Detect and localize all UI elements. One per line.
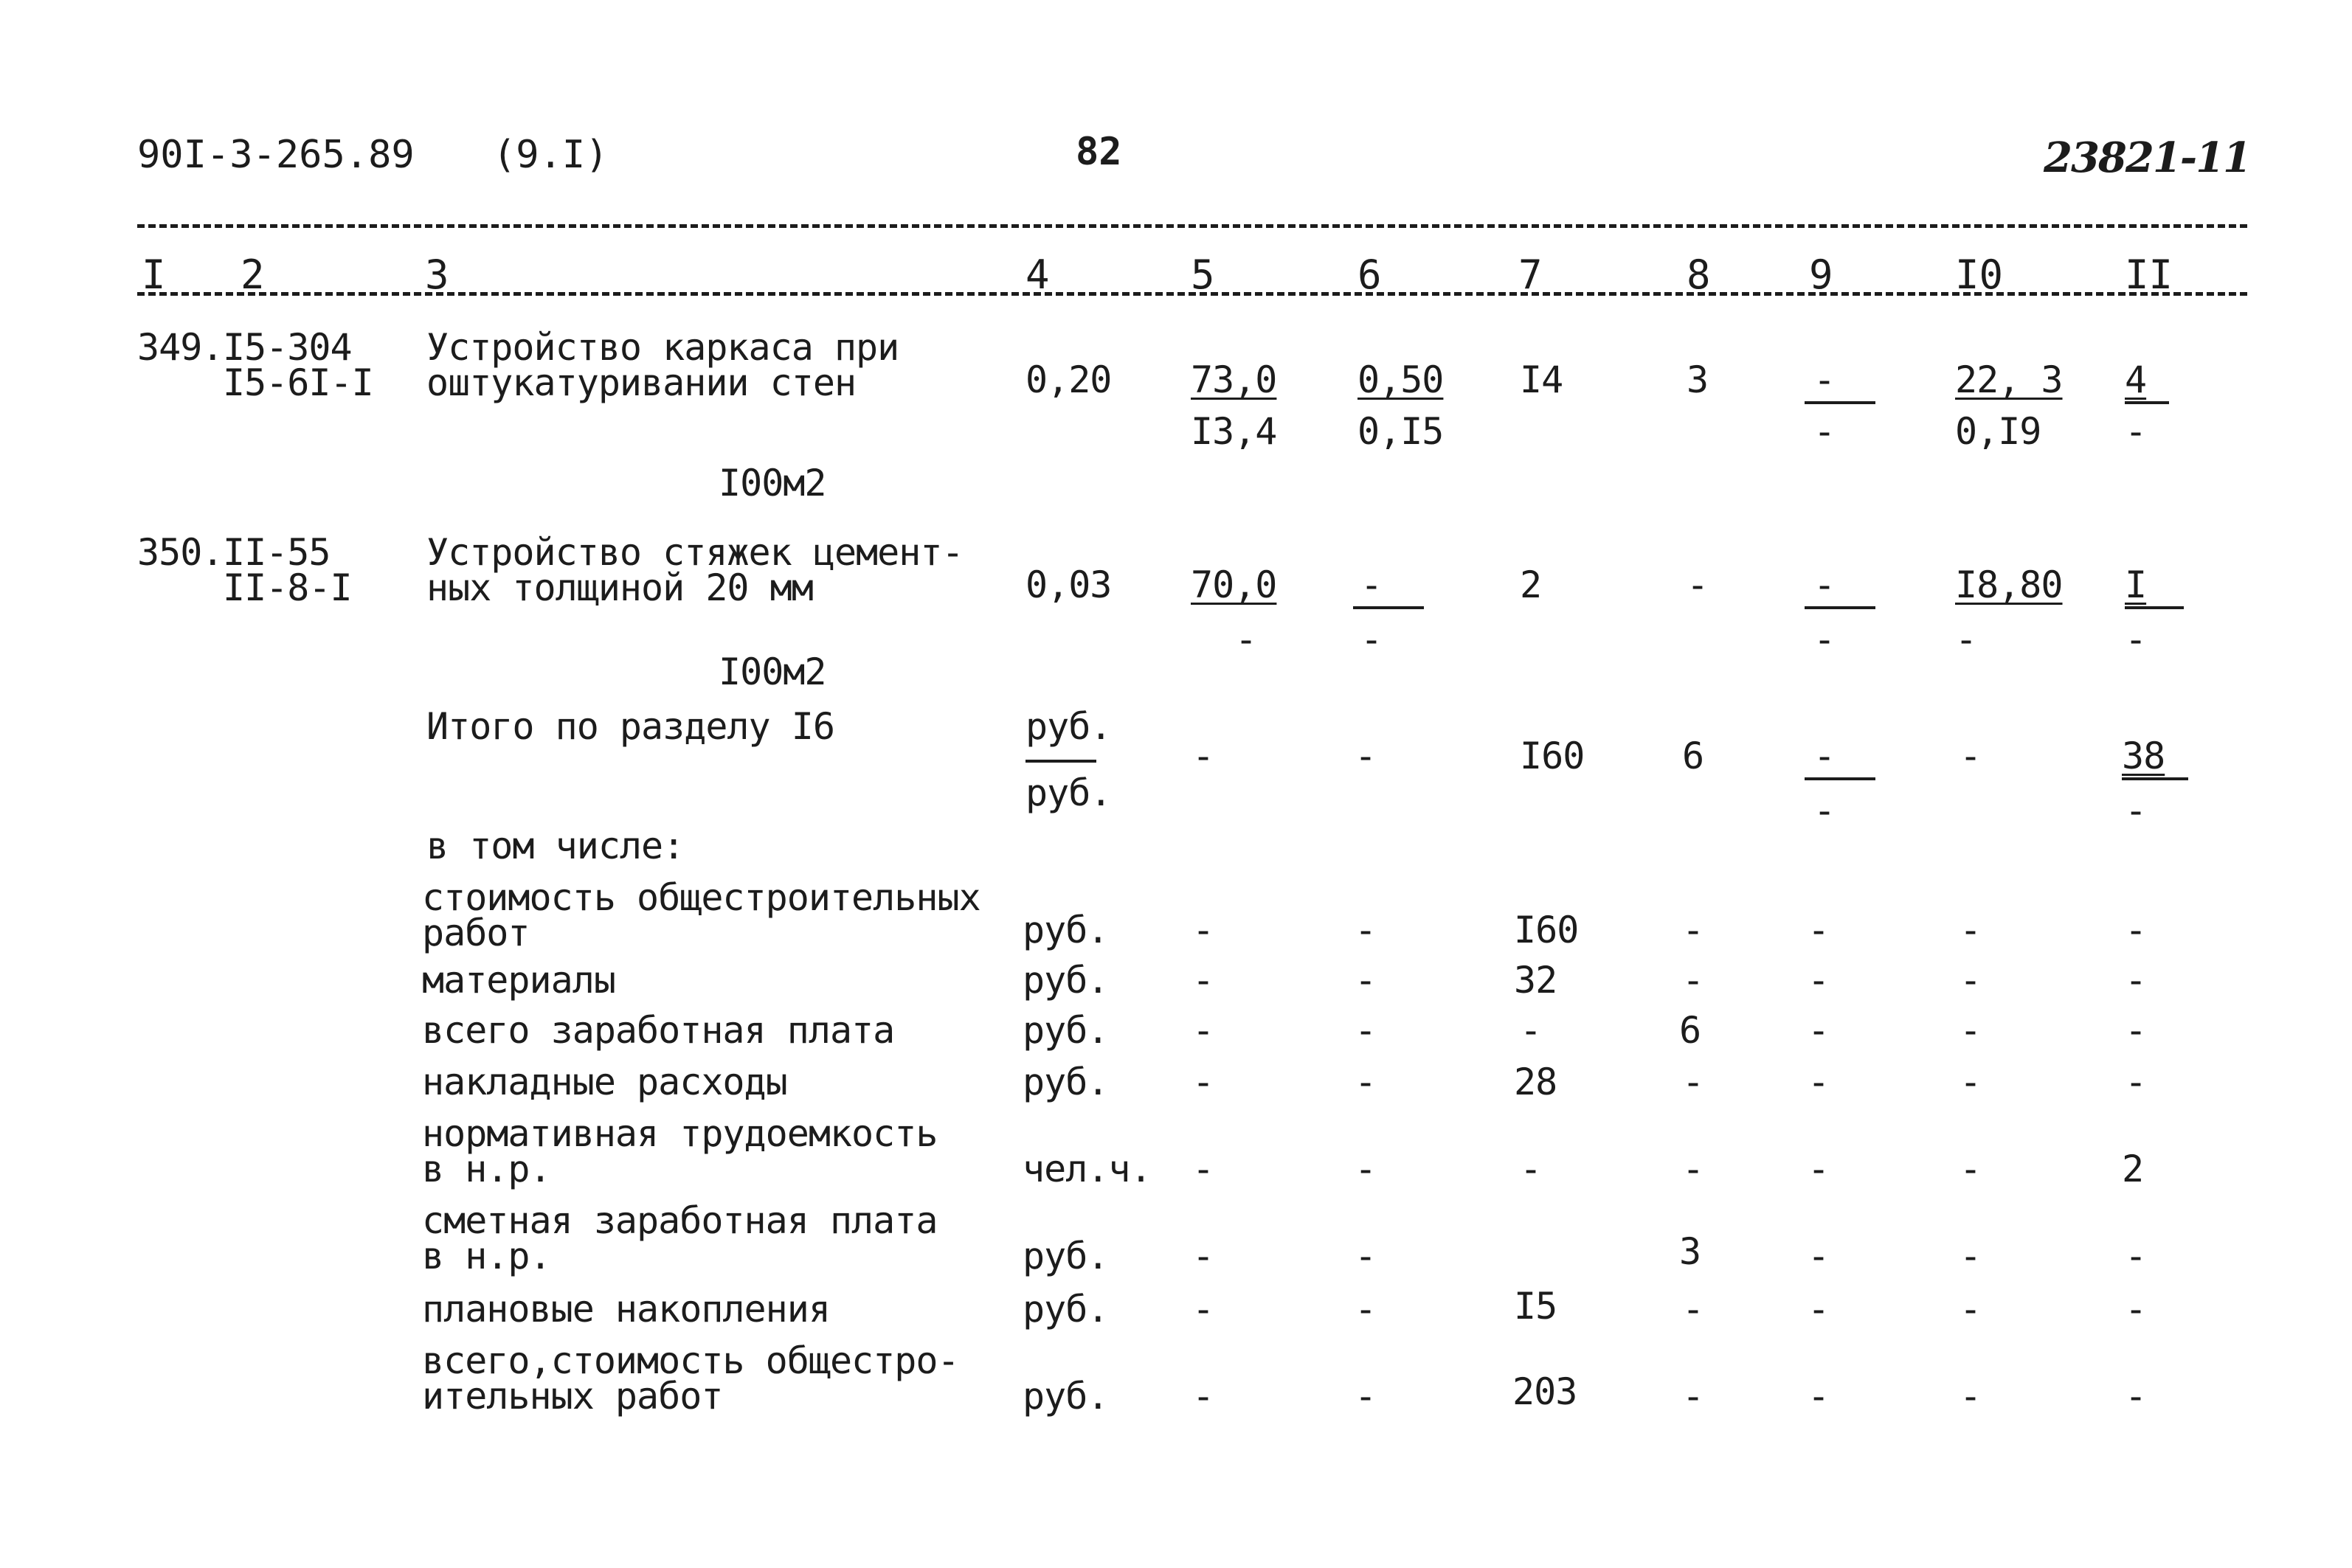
col7-value: 28 bbox=[1514, 1061, 1557, 1103]
header-rule bbox=[137, 224, 2247, 228]
col7-value: 2 bbox=[1520, 563, 1542, 606]
col11-value: 2 bbox=[2122, 1148, 2144, 1190]
col11-value: - bbox=[2125, 410, 2147, 453]
row-number: 349. bbox=[137, 326, 224, 369]
column-number: 9 bbox=[1809, 251, 1833, 298]
col5-value: - bbox=[1192, 1235, 1214, 1277]
norm-code: I5-6I-I bbox=[223, 361, 373, 404]
document-code: 90I-3-265.89 bbox=[137, 133, 415, 177]
col7-value: - bbox=[1520, 1148, 1542, 1190]
page-number: 82 bbox=[1076, 130, 1122, 174]
col7-value: 32 bbox=[1514, 959, 1557, 1002]
col10-value: - bbox=[1960, 1148, 1982, 1190]
col11-value: I bbox=[2125, 563, 2147, 606]
col8-value: 6 bbox=[1682, 735, 1704, 777]
col10-value: - bbox=[1960, 735, 1982, 777]
breakdown-unit: руб. bbox=[1023, 1009, 1109, 1052]
col5-value: - bbox=[1192, 735, 1214, 777]
breakdown-label: всего,стоимость общестро- bbox=[422, 1339, 959, 1382]
fraction-line bbox=[1353, 606, 1424, 609]
col9-value: - bbox=[1813, 618, 1836, 661]
col8-value: - bbox=[1682, 1288, 1704, 1331]
col8-value: - bbox=[1687, 563, 1709, 606]
col10-value: - bbox=[1960, 1235, 1982, 1277]
col10-value: 0,I9 bbox=[1955, 410, 2041, 453]
col11-value: - bbox=[2125, 1375, 2147, 1418]
col10-value: - bbox=[1960, 1061, 1982, 1103]
col10-value: 22, 3 bbox=[1955, 358, 2063, 401]
work-name: ных толщиной 20 мм bbox=[426, 566, 813, 609]
col10-value: - bbox=[1960, 1288, 1982, 1331]
col9-value: - bbox=[1808, 959, 1830, 1002]
breakdown-unit: чел.ч. bbox=[1023, 1148, 1152, 1190]
col11-value: - bbox=[2125, 909, 2147, 951]
col9-value: - bbox=[1813, 410, 1836, 453]
col6-value: - bbox=[1360, 618, 1383, 661]
col11-value: - bbox=[2125, 1288, 2147, 1331]
fraction-line bbox=[2125, 606, 2184, 609]
col5-value: - bbox=[1192, 1288, 1214, 1331]
column-number: 5 bbox=[1191, 251, 1215, 298]
col6-value: - bbox=[1355, 959, 1377, 1002]
including-label: в том числе: bbox=[426, 825, 685, 867]
col11-value: - bbox=[2125, 1009, 2147, 1052]
col7-value: I5 bbox=[1514, 1285, 1557, 1328]
col11-value: - bbox=[2125, 789, 2147, 832]
fraction-line bbox=[1805, 401, 1875, 404]
col5-value: - bbox=[1192, 1148, 1214, 1190]
column-number: I0 bbox=[1955, 251, 2004, 298]
col6-value: - bbox=[1355, 1148, 1377, 1190]
col9-value: - bbox=[1808, 1148, 1830, 1190]
breakdown-unit: руб. bbox=[1023, 1061, 1109, 1103]
col11-value: 38 bbox=[2122, 735, 2165, 777]
norm-code: II-8-I bbox=[223, 566, 352, 609]
norm-code: II-55 bbox=[223, 531, 331, 574]
col9-value: - bbox=[1808, 1288, 1830, 1331]
col8-value: 6 bbox=[1679, 1009, 1701, 1052]
col5-value: - bbox=[1192, 909, 1214, 951]
col8-value: - bbox=[1682, 959, 1704, 1002]
col11-value: - bbox=[2125, 1061, 2147, 1103]
col8-value: - bbox=[1682, 1061, 1704, 1103]
column-number: 7 bbox=[1518, 251, 1543, 298]
col5-value: - bbox=[1235, 618, 1257, 661]
col6-value: - bbox=[1355, 1288, 1377, 1331]
total-label: Итого по разделу I6 bbox=[426, 705, 834, 748]
norm-code: I5-304 bbox=[223, 326, 352, 369]
breakdown-label: нормативная трудоемкость bbox=[422, 1112, 938, 1155]
section-number: (9.I) bbox=[493, 133, 609, 177]
col7-value: I60 bbox=[1514, 909, 1579, 951]
col6-value: - bbox=[1355, 1235, 1377, 1277]
col8-value: 3 bbox=[1679, 1230, 1701, 1273]
breakdown-unit: руб. bbox=[1023, 959, 1109, 1002]
col11-value: - bbox=[2125, 959, 2147, 1002]
fraction-line bbox=[1805, 606, 1875, 609]
breakdown-label: накладные расходы bbox=[422, 1061, 787, 1103]
col8-value: - bbox=[1682, 1375, 1704, 1418]
col9-value: - bbox=[1813, 789, 1836, 832]
col7-value: I60 bbox=[1520, 735, 1585, 777]
breakdown-label: в н.р. bbox=[422, 1148, 551, 1190]
col10-value: - bbox=[1960, 959, 1982, 1002]
column-number: 2 bbox=[241, 251, 265, 298]
breakdown-label: стоимость общестроительных bbox=[422, 876, 980, 919]
col5-value: - bbox=[1192, 1375, 1214, 1418]
col10-value: - bbox=[1955, 618, 1977, 661]
column-number: 4 bbox=[1025, 251, 1050, 298]
col6-value: - bbox=[1355, 1009, 1377, 1052]
breakdown-label: работ bbox=[422, 912, 530, 954]
breakdown-label: ительных работ bbox=[422, 1375, 723, 1418]
column-number: I bbox=[142, 251, 166, 298]
col5-value: - bbox=[1192, 1061, 1214, 1103]
column-number: 8 bbox=[1687, 251, 1711, 298]
col9-value: - bbox=[1808, 909, 1830, 951]
work-name: Устройство стяжек цемент- bbox=[426, 531, 964, 574]
breakdown-unit: руб. bbox=[1023, 1288, 1109, 1331]
col9-value: - bbox=[1813, 358, 1836, 401]
col6-value: - bbox=[1360, 563, 1383, 606]
fraction-line bbox=[2125, 401, 2169, 404]
breakdown-unit: руб. bbox=[1023, 1375, 1109, 1418]
col11-value: - bbox=[2125, 618, 2147, 661]
col11-value: - bbox=[2125, 1235, 2147, 1277]
col11-value: 4 bbox=[2125, 358, 2147, 401]
col6-value: - bbox=[1355, 1061, 1377, 1103]
col9-value: - bbox=[1808, 1009, 1830, 1052]
col8-value: 3 bbox=[1687, 358, 1709, 401]
col6-value: 0,50 bbox=[1357, 358, 1444, 401]
col6-value: - bbox=[1355, 735, 1377, 777]
work-name: оштукатуривании стен bbox=[426, 361, 857, 404]
column-number: 3 bbox=[425, 251, 449, 298]
col10-value: - bbox=[1960, 1375, 1982, 1418]
col5-value: 70,0 bbox=[1191, 563, 1277, 606]
column-number: 6 bbox=[1357, 251, 1382, 298]
total-unit: руб. bbox=[1025, 771, 1112, 814]
breakdown-label: всего заработная плата bbox=[422, 1009, 895, 1052]
col7-value: - bbox=[1520, 1009, 1542, 1052]
col5-value: I3,4 bbox=[1191, 410, 1277, 453]
col6-value: - bbox=[1355, 909, 1377, 951]
fraction-line bbox=[2122, 777, 2188, 780]
col6-value: 0,I5 bbox=[1357, 410, 1444, 453]
breakdown-label: плановые накопления bbox=[422, 1288, 830, 1331]
col7-value: I4 bbox=[1520, 358, 1563, 401]
col10-value: I8,80 bbox=[1955, 563, 2063, 606]
col9-value: - bbox=[1808, 1061, 1830, 1103]
measure-unit: I00м2 bbox=[719, 651, 826, 693]
col10-value: - bbox=[1960, 909, 1982, 951]
inventory-number: 23821-11 bbox=[2044, 133, 2250, 182]
col7-value: 203 bbox=[1512, 1370, 1577, 1413]
breakdown-unit: руб. bbox=[1023, 1235, 1109, 1277]
fraction-line bbox=[1805, 777, 1875, 780]
measure-unit: I00м2 bbox=[719, 462, 826, 504]
breakdown-unit: руб. bbox=[1023, 909, 1109, 951]
breakdown-label: в н.р. bbox=[422, 1235, 551, 1277]
col9-value: - bbox=[1813, 563, 1836, 606]
breakdown-label: сметная заработная плата bbox=[422, 1199, 938, 1242]
col6-value: - bbox=[1355, 1375, 1377, 1418]
quantity: 0,20 bbox=[1025, 358, 1112, 401]
col10-value: - bbox=[1960, 1009, 1982, 1052]
col9-value: - bbox=[1813, 735, 1836, 777]
total-unit: руб. bbox=[1025, 705, 1112, 748]
quantity: 0,03 bbox=[1025, 563, 1112, 606]
col8-value: - bbox=[1682, 1148, 1704, 1190]
row-number: 350. bbox=[137, 531, 224, 574]
col9-value: - bbox=[1808, 1375, 1830, 1418]
column-number: II bbox=[2125, 251, 2173, 298]
fraction-line bbox=[1025, 760, 1096, 763]
col5-value: - bbox=[1192, 959, 1214, 1002]
col5-value: 73,0 bbox=[1191, 358, 1277, 401]
work-name: Устройство каркаса при bbox=[426, 326, 899, 369]
col9-value: - bbox=[1808, 1235, 1830, 1277]
col8-value: - bbox=[1682, 909, 1704, 951]
col5-value: - bbox=[1192, 1009, 1214, 1052]
breakdown-label: материалы bbox=[422, 959, 615, 1002]
